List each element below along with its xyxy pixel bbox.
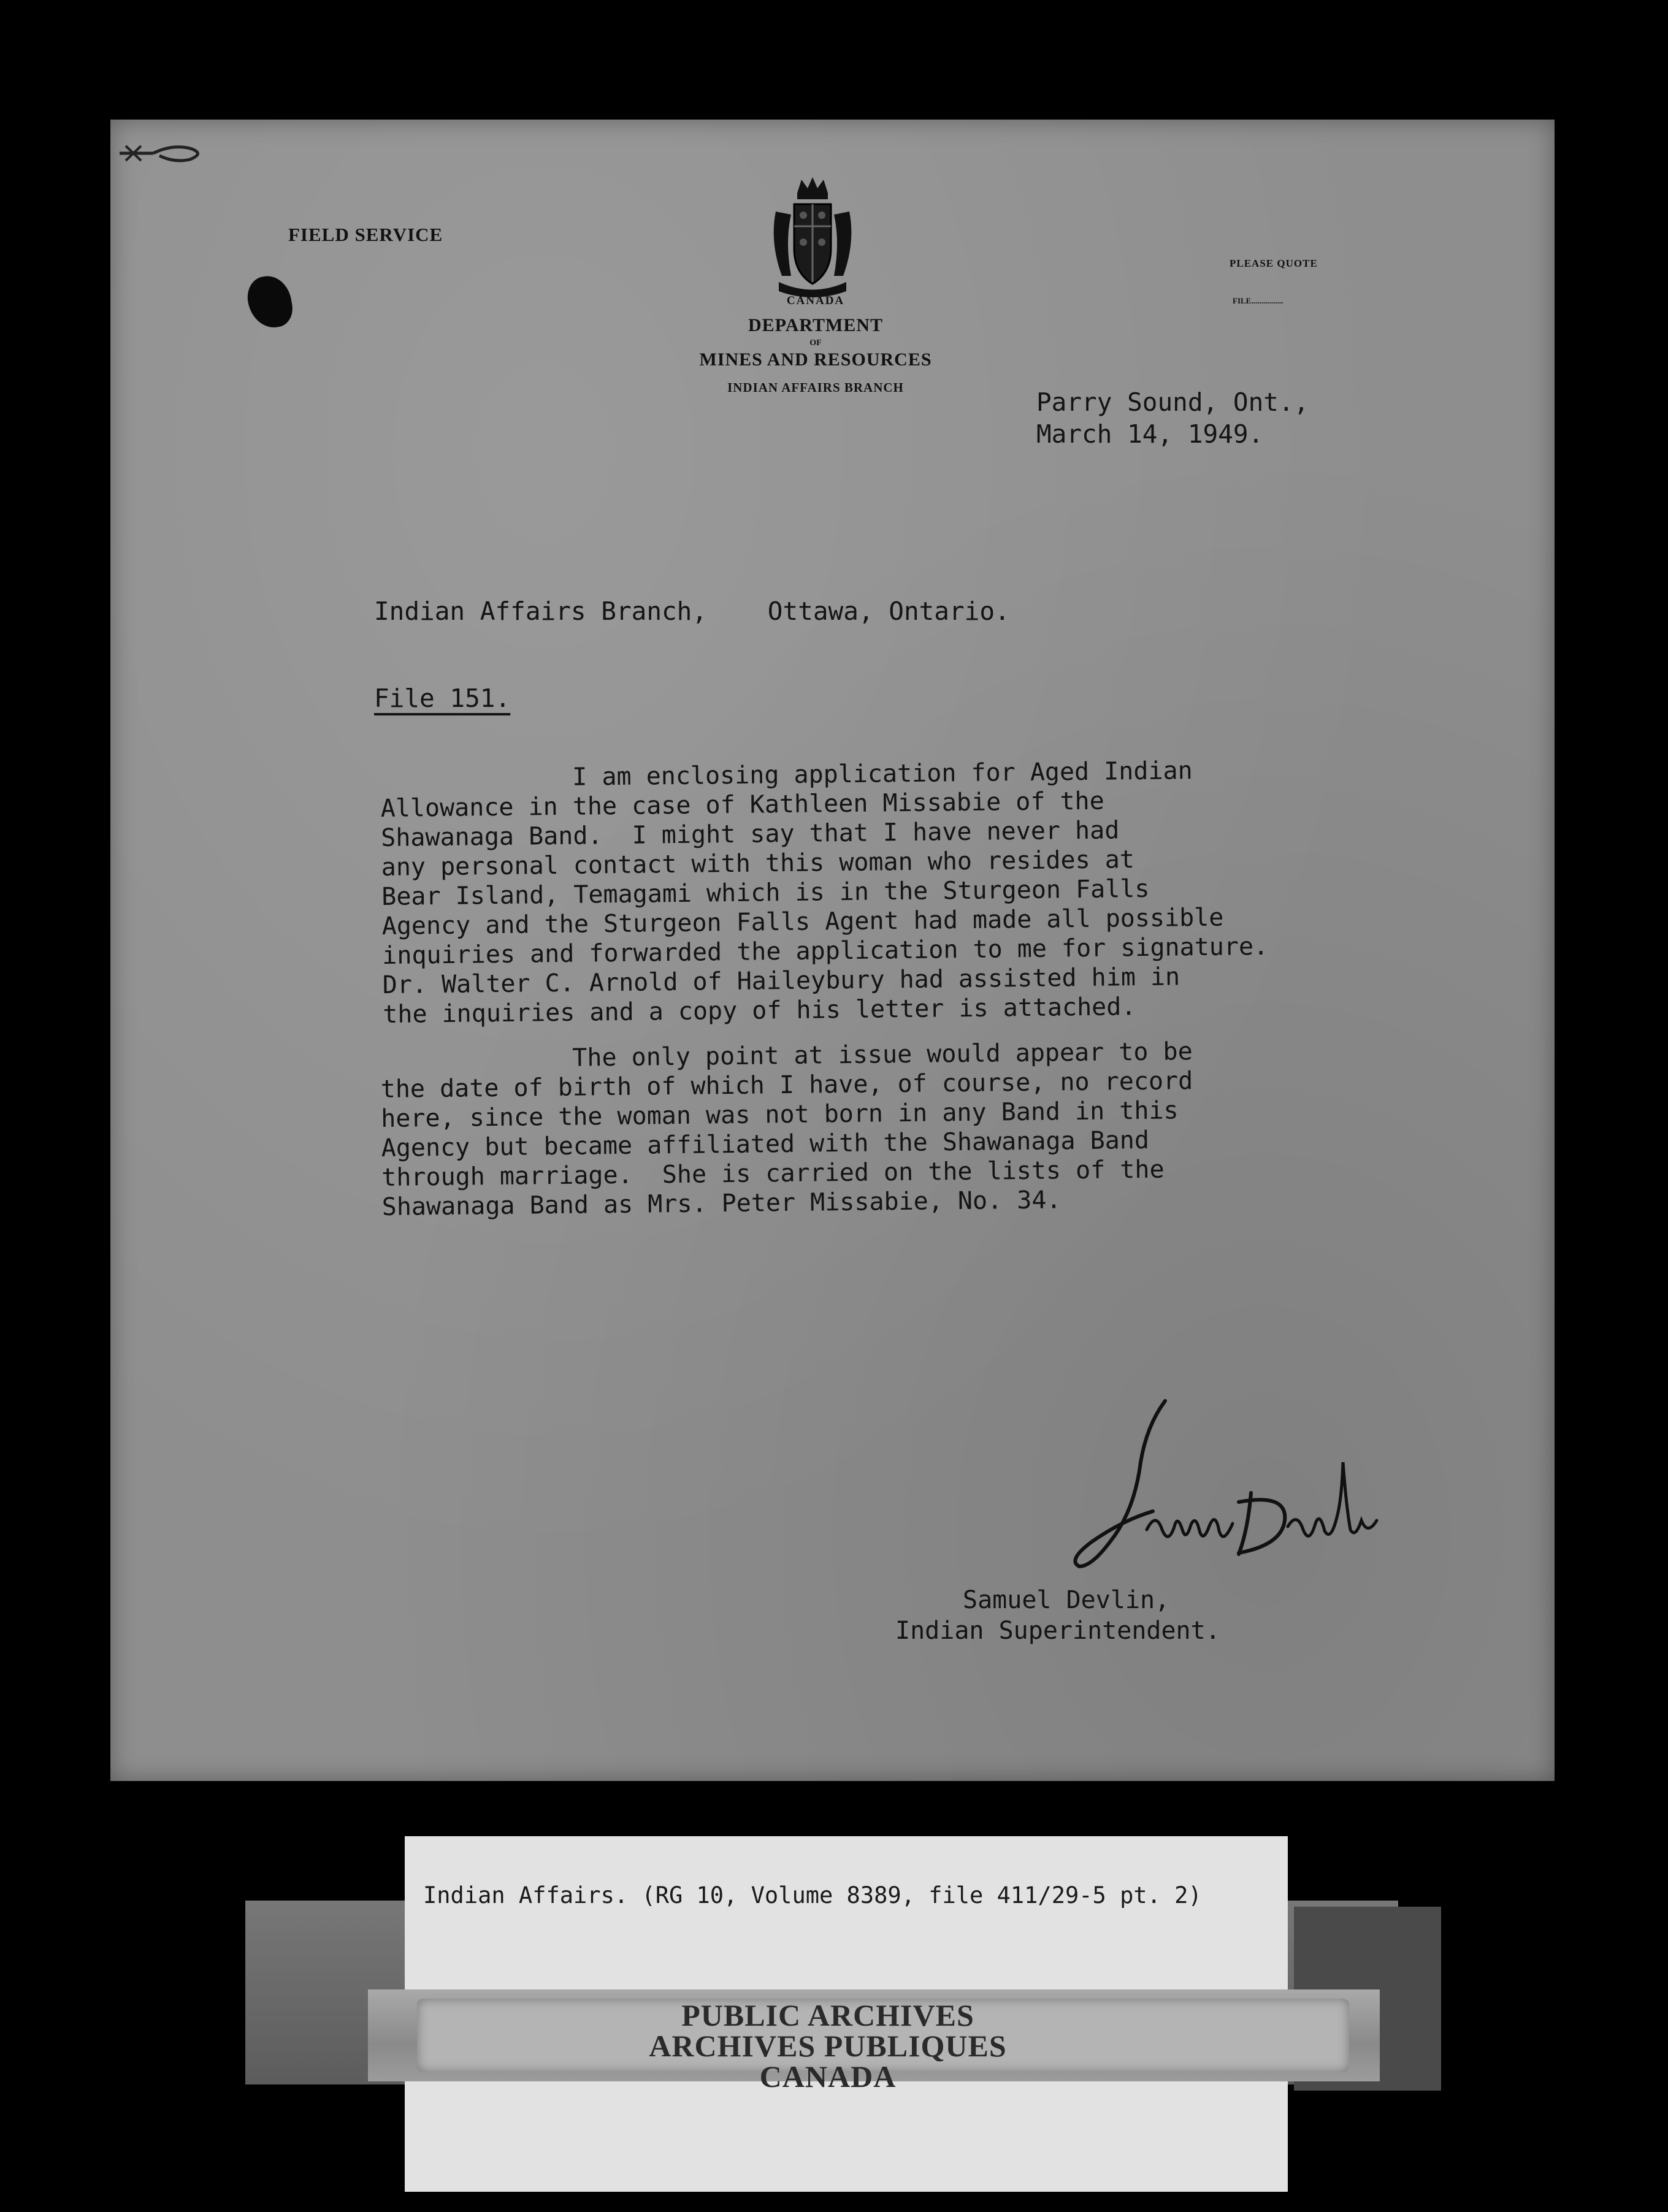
letterhead: [644, 294, 987, 395]
letterhead-canada: CANADA: [786, 294, 845, 307]
body-paragraph-2: The only point at issue would appear to be the date of birth of which I have, of course, no record here, since the woman was not born in any Band in this Agency but became affiliated with the Shawanaga Band through marriage. She is carried on the lists of the Shawanaga Band as Mrs. Peter Missabie, No. 34.: [380, 1037, 1193, 1221]
archive-stamp: [552, 2000, 1104, 2092]
signature-block: [895, 1585, 1220, 1646]
signatory-title: Indian Superintendent.: [895, 1617, 1220, 1645]
place-date-block: [1036, 386, 1309, 450]
letter-place: Parry Sound, Ont.,: [1036, 387, 1309, 417]
signatory-name: Samuel Devlin,: [963, 1586, 1170, 1614]
field-service-label: FIELD SERVICE: [288, 224, 443, 245]
body-paragraph-1: I am enclosing application for Aged Indian Allowance in the case of Kathleen Missabie of the Shawanaga Band. I might say that I have never had any personal contact with this woman who resides at Bear Island, Temagami which is in the Sturgeon Falls Agency and the Sturgeon Falls Agent had made all possible inquiries and forwarded the application to me for signature. Dr. Walter C. Arnold of Haileybury had assisted him in the inquiries and a copy of his letter is attached.: [380, 757, 1269, 1029]
stamp-line-3: CANADA: [759, 2059, 897, 2094]
letterhead-ministry: MINES AND RESOURCES: [699, 349, 932, 370]
archive-citation: Indian Affairs. (RG 10, Volume 8389, file 411/29-5 pt. 2): [423, 1882, 1202, 1909]
file-reference: File 151.: [374, 684, 511, 713]
letterhead-department: DEPARTMENT: [748, 315, 884, 335]
addressee: Indian Affairs Branch, Ottawa, Ontario.: [374, 597, 1010, 626]
punch-hole: [244, 273, 296, 332]
stamp-line-1: PUBLIC ARCHIVES: [681, 1998, 974, 2032]
letterhead-branch: INDIAN AFFAIRS BRANCH: [727, 380, 904, 395]
coat-of-arms-icon: [763, 175, 862, 297]
please-quote-label: PLEASE QUOTE: [1230, 257, 1318, 269]
letter-sheet: [110, 120, 1555, 1781]
paper-clip-icon: [117, 141, 208, 166]
handwritten-signature: [1055, 1389, 1398, 1585]
stamp-line-2: ARCHIVES PUBLIQUES: [649, 2029, 1007, 2063]
letterhead-of: OF: [809, 338, 822, 348]
file-number-line: FILE................: [1233, 296, 1284, 305]
letter-date: March 14, 1949.: [1036, 419, 1264, 449]
